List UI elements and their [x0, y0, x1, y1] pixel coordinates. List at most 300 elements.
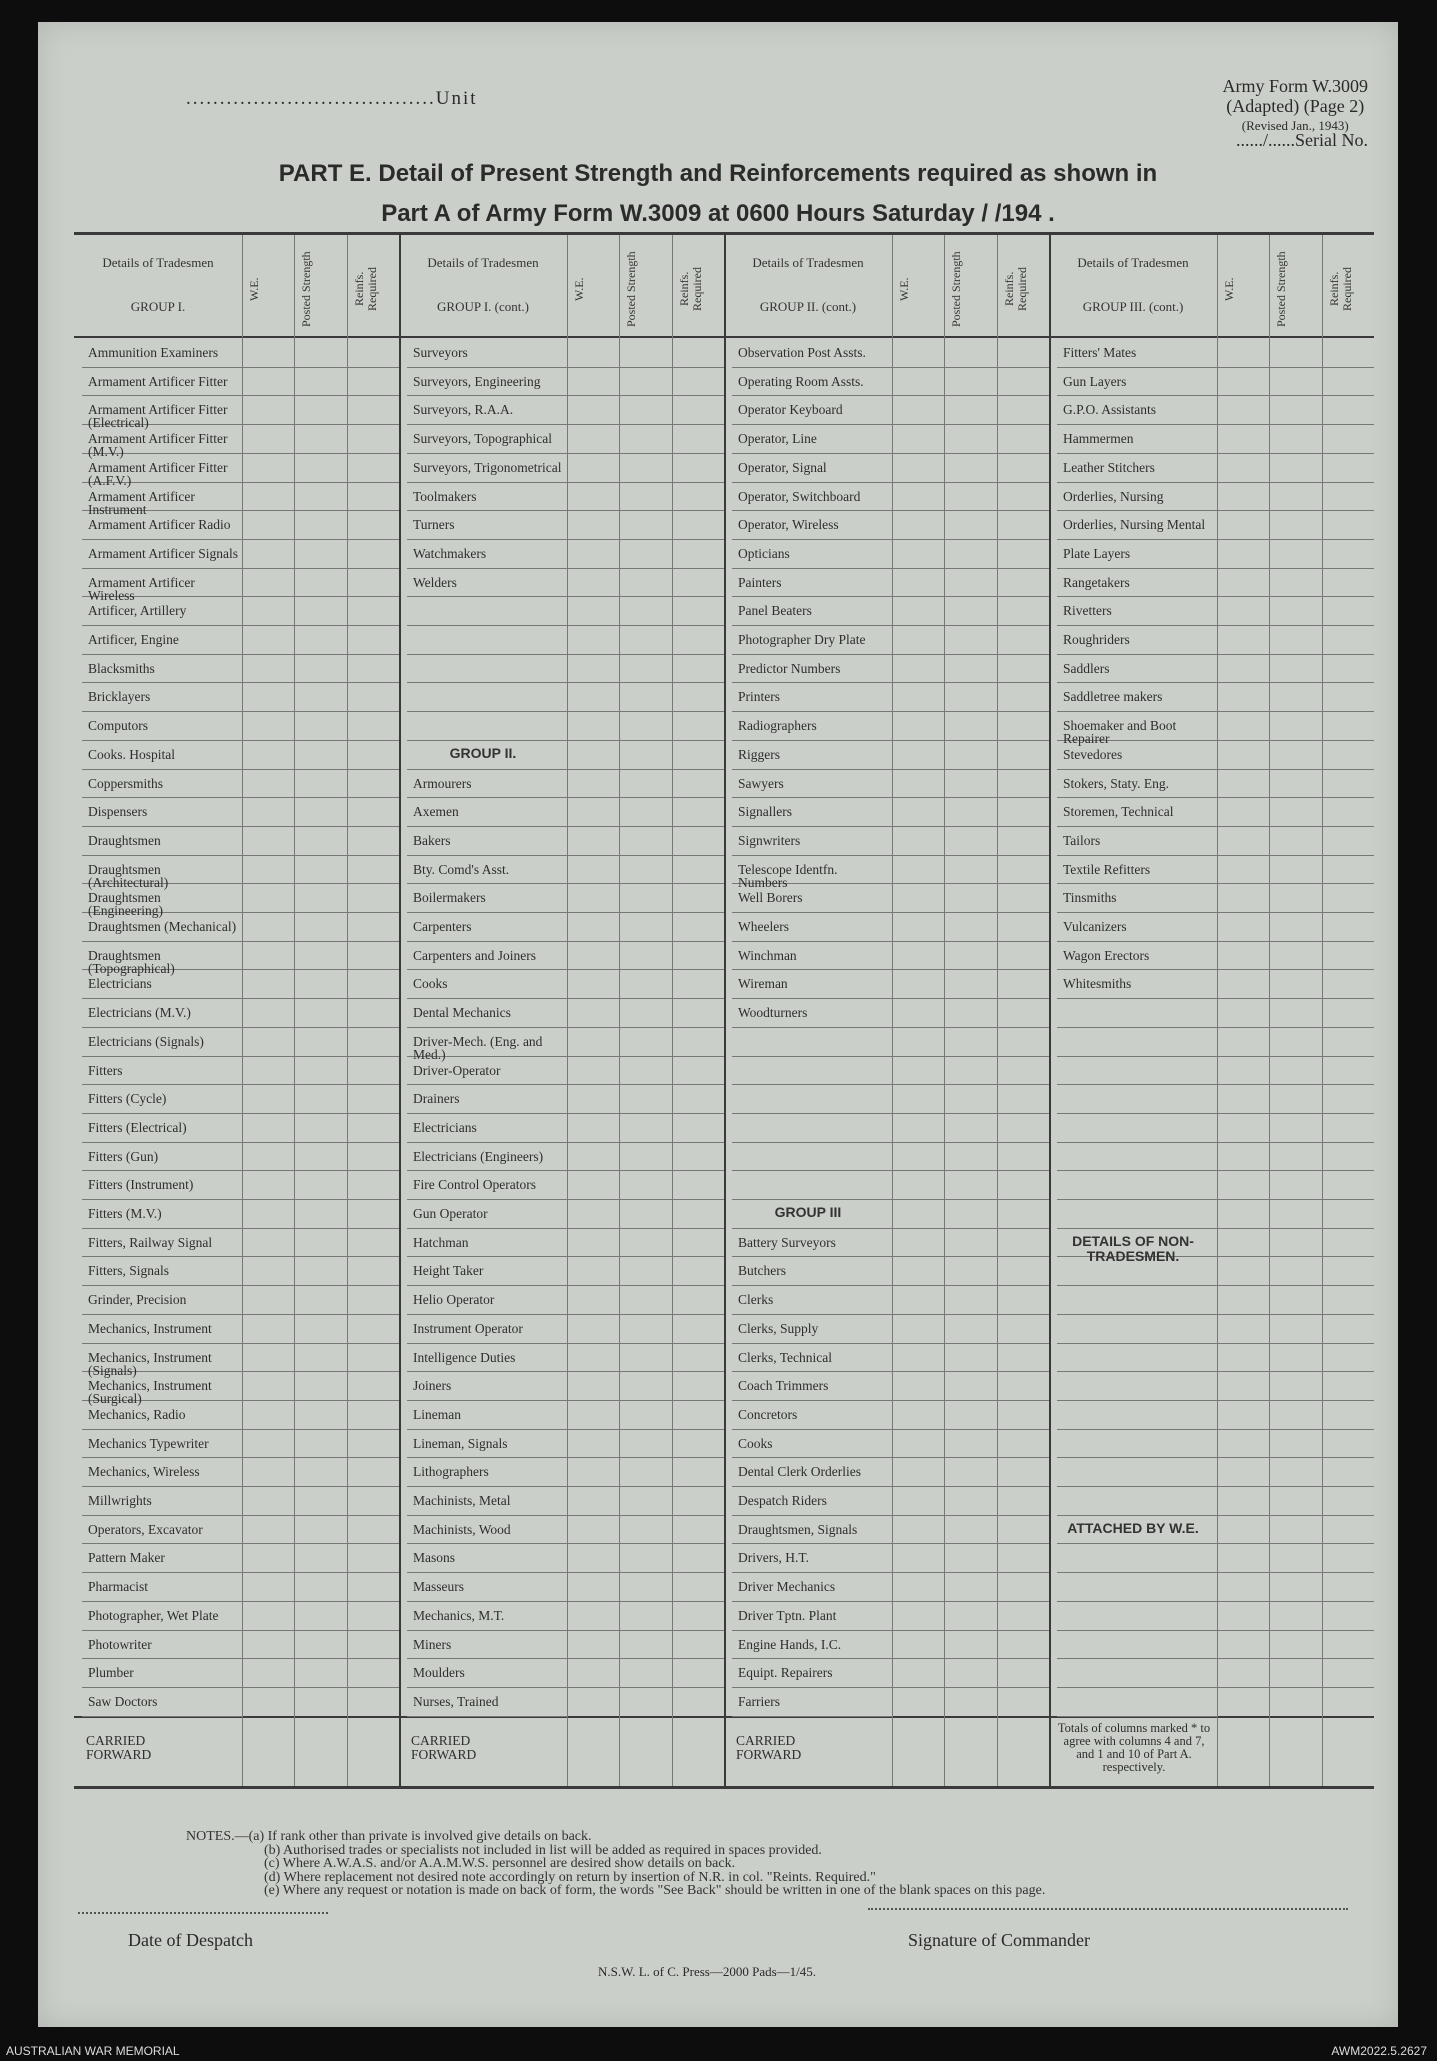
count-cell[interactable]: [1270, 970, 1320, 997]
count-cell[interactable]: [998, 1286, 1048, 1313]
count-cell[interactable]: [893, 1344, 943, 1371]
count-cell[interactable]: [295, 655, 345, 682]
count-cell[interactable]: [295, 913, 345, 940]
count-cell[interactable]: [1270, 712, 1320, 739]
count-cell[interactable]: [945, 798, 995, 825]
count-cell[interactable]: [945, 1372, 995, 1399]
count-cell[interactable]: [568, 511, 618, 538]
count-cell[interactable]: [1323, 683, 1373, 710]
count-cell[interactable]: [243, 1143, 293, 1170]
count-cell[interactable]: [1323, 368, 1373, 395]
count-cell[interactable]: [673, 540, 723, 567]
count-cell[interactable]: [243, 1344, 293, 1371]
count-cell[interactable]: [243, 425, 293, 452]
count-cell[interactable]: [243, 999, 293, 1026]
count-cell[interactable]: [348, 884, 398, 911]
count-cell[interactable]: [945, 1257, 995, 1284]
count-cell[interactable]: [620, 999, 670, 1026]
count-cell[interactable]: [1218, 1458, 1268, 1485]
count-cell[interactable]: [243, 1430, 293, 1457]
count-cell[interactable]: [893, 1631, 943, 1658]
count-cell[interactable]: [295, 1085, 345, 1112]
count-cell[interactable]: [568, 1315, 618, 1342]
count-cell[interactable]: [295, 1200, 345, 1227]
count-cell[interactable]: [1323, 942, 1373, 969]
count-cell[interactable]: [673, 1344, 723, 1371]
count-cell[interactable]: [1270, 1085, 1320, 1112]
count-cell[interactable]: [945, 396, 995, 423]
count-cell[interactable]: [243, 770, 293, 797]
count-cell[interactable]: [620, 483, 670, 510]
count-cell[interactable]: [348, 1315, 398, 1342]
count-cell[interactable]: [893, 1487, 943, 1514]
count-cell[interactable]: [243, 1171, 293, 1198]
count-cell[interactable]: [1218, 827, 1268, 854]
count-cell[interactable]: [893, 1143, 943, 1170]
count-cell[interactable]: [243, 1401, 293, 1428]
count-cell[interactable]: [243, 1085, 293, 1112]
count-cell[interactable]: [568, 1573, 618, 1600]
count-cell[interactable]: [1218, 1114, 1268, 1141]
count-cell[interactable]: [998, 856, 1048, 883]
count-cell[interactable]: [620, 1286, 670, 1313]
count-cell[interactable]: [568, 999, 618, 1026]
count-cell[interactable]: [1323, 1401, 1373, 1428]
count-cell[interactable]: [348, 1544, 398, 1571]
count-cell[interactable]: [243, 1057, 293, 1084]
count-cell[interactable]: [1323, 1458, 1373, 1485]
count-cell[interactable]: [1323, 1544, 1373, 1571]
count-cell[interactable]: [348, 1458, 398, 1485]
count-cell[interactable]: [1218, 1028, 1268, 1055]
count-cell[interactable]: [673, 1544, 723, 1571]
count-cell[interactable]: [1323, 1688, 1373, 1715]
count-cell[interactable]: [295, 597, 345, 624]
count-cell[interactable]: [945, 1487, 995, 1514]
count-cell[interactable]: [1270, 1573, 1320, 1600]
count-cell[interactable]: [295, 511, 345, 538]
count-cell[interactable]: [620, 798, 670, 825]
count-cell[interactable]: [1270, 1631, 1320, 1658]
count-cell[interactable]: [945, 1200, 995, 1227]
count-cell[interactable]: [998, 1430, 1048, 1457]
count-cell[interactable]: [673, 1401, 723, 1428]
count-cell[interactable]: [945, 626, 995, 653]
count-cell[interactable]: [295, 1516, 345, 1543]
count-cell[interactable]: [673, 1430, 723, 1457]
count-cell[interactable]: [998, 1171, 1048, 1198]
count-cell[interactable]: [945, 540, 995, 567]
count-cell[interactable]: [893, 1229, 943, 1256]
count-cell[interactable]: [295, 1430, 345, 1457]
count-cell[interactable]: [945, 856, 995, 883]
count-cell[interactable]: [348, 1286, 398, 1313]
count-cell[interactable]: [348, 1401, 398, 1428]
count-cell[interactable]: [348, 856, 398, 883]
count-cell[interactable]: [295, 1544, 345, 1571]
count-cell[interactable]: [568, 827, 618, 854]
count-cell[interactable]: [295, 683, 345, 710]
count-cell[interactable]: [568, 1344, 618, 1371]
count-cell[interactable]: [673, 1602, 723, 1629]
count-cell[interactable]: [243, 339, 293, 366]
count-cell[interactable]: [1323, 798, 1373, 825]
count-cell[interactable]: [673, 1372, 723, 1399]
count-cell[interactable]: [568, 741, 618, 768]
count-cell[interactable]: [1323, 1028, 1373, 1055]
count-cell[interactable]: [1270, 1057, 1320, 1084]
count-cell[interactable]: [1218, 569, 1268, 596]
count-cell[interactable]: [998, 1602, 1048, 1629]
count-cell[interactable]: [1270, 942, 1320, 969]
count-cell[interactable]: [1270, 913, 1320, 940]
count-cell[interactable]: [945, 1544, 995, 1571]
count-cell[interactable]: [295, 1344, 345, 1371]
count-cell[interactable]: [945, 454, 995, 481]
count-cell[interactable]: [243, 1257, 293, 1284]
count-cell[interactable]: [1218, 540, 1268, 567]
count-cell[interactable]: [1270, 569, 1320, 596]
count-cell[interactable]: [893, 396, 943, 423]
count-cell[interactable]: [568, 1257, 618, 1284]
count-cell[interactable]: [243, 396, 293, 423]
count-cell[interactable]: [673, 454, 723, 481]
count-cell[interactable]: [998, 1257, 1048, 1284]
count-cell[interactable]: [1218, 655, 1268, 682]
count-cell[interactable]: [673, 339, 723, 366]
count-cell[interactable]: [568, 483, 618, 510]
count-cell[interactable]: [568, 1171, 618, 1198]
count-cell[interactable]: [295, 1659, 345, 1686]
count-cell[interactable]: [295, 1229, 345, 1256]
count-cell[interactable]: [945, 1028, 995, 1055]
count-cell[interactable]: [295, 884, 345, 911]
count-cell[interactable]: [295, 712, 345, 739]
count-cell[interactable]: [1323, 483, 1373, 510]
count-cell[interactable]: [1270, 626, 1320, 653]
count-cell[interactable]: [568, 1631, 618, 1658]
count-cell[interactable]: [243, 483, 293, 510]
count-cell[interactable]: [998, 798, 1048, 825]
count-cell[interactable]: [673, 913, 723, 940]
count-cell[interactable]: [348, 942, 398, 969]
count-cell[interactable]: [243, 970, 293, 997]
count-cell[interactable]: [1323, 569, 1373, 596]
count-cell[interactable]: [998, 1401, 1048, 1428]
count-cell[interactable]: [1270, 856, 1320, 883]
count-cell[interactable]: [243, 1688, 293, 1715]
count-cell[interactable]: [945, 1229, 995, 1256]
count-cell[interactable]: [620, 970, 670, 997]
count-cell[interactable]: [243, 942, 293, 969]
count-cell[interactable]: [620, 1114, 670, 1141]
count-cell[interactable]: [295, 1143, 345, 1170]
count-cell[interactable]: [1218, 425, 1268, 452]
count-cell[interactable]: [893, 540, 943, 567]
count-cell[interactable]: [893, 1028, 943, 1055]
count-cell[interactable]: [673, 1085, 723, 1112]
count-cell[interactable]: [893, 1544, 943, 1571]
count-cell[interactable]: [673, 798, 723, 825]
count-cell[interactable]: [998, 913, 1048, 940]
count-cell[interactable]: [673, 712, 723, 739]
count-cell[interactable]: [348, 1143, 398, 1170]
count-cell[interactable]: [1218, 1430, 1268, 1457]
count-cell[interactable]: [295, 483, 345, 510]
count-cell[interactable]: [620, 1085, 670, 1112]
count-cell[interactable]: [295, 1315, 345, 1342]
count-cell[interactable]: [568, 454, 618, 481]
count-cell[interactable]: [893, 970, 943, 997]
count-cell[interactable]: [998, 454, 1048, 481]
count-cell[interactable]: [673, 1200, 723, 1227]
count-cell[interactable]: [1218, 597, 1268, 624]
count-cell[interactable]: [348, 540, 398, 567]
count-cell[interactable]: [673, 1171, 723, 1198]
count-cell[interactable]: [893, 1057, 943, 1084]
count-cell[interactable]: [1218, 712, 1268, 739]
count-cell[interactable]: [243, 1659, 293, 1686]
count-cell[interactable]: [1270, 1200, 1320, 1227]
count-cell[interactable]: [673, 569, 723, 596]
count-cell[interactable]: [1218, 1257, 1268, 1284]
count-cell[interactable]: [620, 1028, 670, 1055]
count-cell[interactable]: [673, 1458, 723, 1485]
count-cell[interactable]: [945, 1688, 995, 1715]
count-cell[interactable]: [1218, 511, 1268, 538]
count-cell[interactable]: [348, 1372, 398, 1399]
count-cell[interactable]: [998, 683, 1048, 710]
count-cell[interactable]: [243, 1028, 293, 1055]
count-cell[interactable]: [893, 511, 943, 538]
count-cell[interactable]: [620, 597, 670, 624]
count-cell[interactable]: [568, 1659, 618, 1686]
count-cell[interactable]: [1218, 1286, 1268, 1313]
count-cell[interactable]: [620, 1229, 670, 1256]
count-cell[interactable]: [673, 856, 723, 883]
count-cell[interactable]: [893, 999, 943, 1026]
count-cell[interactable]: [295, 1257, 345, 1284]
count-cell[interactable]: [945, 1659, 995, 1686]
count-cell[interactable]: [998, 884, 1048, 911]
count-cell[interactable]: [1323, 1057, 1373, 1084]
count-cell[interactable]: [1270, 1286, 1320, 1313]
count-cell[interactable]: [1218, 1602, 1268, 1629]
count-cell[interactable]: [243, 884, 293, 911]
count-cell[interactable]: [348, 1430, 398, 1457]
count-cell[interactable]: [945, 827, 995, 854]
count-cell[interactable]: [893, 368, 943, 395]
count-cell[interactable]: [1270, 1602, 1320, 1629]
count-cell[interactable]: [1218, 339, 1268, 366]
count-cell[interactable]: [568, 626, 618, 653]
count-cell[interactable]: [945, 597, 995, 624]
count-cell[interactable]: [1270, 1028, 1320, 1055]
count-cell[interactable]: [568, 569, 618, 596]
count-cell[interactable]: [348, 597, 398, 624]
count-cell[interactable]: [1323, 1257, 1373, 1284]
count-cell[interactable]: [568, 396, 618, 423]
count-cell[interactable]: [243, 368, 293, 395]
count-cell[interactable]: [348, 1659, 398, 1686]
count-cell[interactable]: [620, 1544, 670, 1571]
count-cell[interactable]: [893, 1458, 943, 1485]
count-cell[interactable]: [673, 827, 723, 854]
count-cell[interactable]: [295, 425, 345, 452]
count-cell[interactable]: [893, 454, 943, 481]
count-cell[interactable]: [243, 683, 293, 710]
count-cell[interactable]: [1218, 483, 1268, 510]
count-cell[interactable]: [1323, 1487, 1373, 1514]
count-cell[interactable]: [893, 655, 943, 682]
count-cell[interactable]: [893, 1602, 943, 1629]
count-cell[interactable]: [1218, 454, 1268, 481]
count-cell[interactable]: [348, 827, 398, 854]
count-cell[interactable]: [1270, 770, 1320, 797]
count-cell[interactable]: [1218, 1631, 1268, 1658]
count-cell[interactable]: [295, 1688, 345, 1715]
count-cell[interactable]: [673, 770, 723, 797]
count-cell[interactable]: [348, 1573, 398, 1600]
count-cell[interactable]: [1323, 1229, 1373, 1256]
count-cell[interactable]: [348, 683, 398, 710]
count-cell[interactable]: [620, 1602, 670, 1629]
count-cell[interactable]: [243, 1487, 293, 1514]
count-cell[interactable]: [1218, 770, 1268, 797]
count-cell[interactable]: [243, 1315, 293, 1342]
count-cell[interactable]: [348, 1688, 398, 1715]
count-cell[interactable]: [295, 999, 345, 1026]
count-cell[interactable]: [1323, 1573, 1373, 1600]
count-cell[interactable]: [568, 368, 618, 395]
count-cell[interactable]: [1323, 1114, 1373, 1141]
count-cell[interactable]: [620, 1430, 670, 1457]
count-cell[interactable]: [243, 454, 293, 481]
count-cell[interactable]: [348, 1516, 398, 1543]
count-cell[interactable]: [673, 741, 723, 768]
count-cell[interactable]: [893, 798, 943, 825]
count-cell[interactable]: [1218, 1372, 1268, 1399]
count-cell[interactable]: [945, 655, 995, 682]
count-cell[interactable]: [998, 1631, 1048, 1658]
count-cell[interactable]: [945, 1458, 995, 1485]
count-cell[interactable]: [998, 569, 1048, 596]
count-cell[interactable]: [998, 999, 1048, 1026]
count-cell[interactable]: [998, 483, 1048, 510]
count-cell[interactable]: [1218, 1544, 1268, 1571]
count-cell[interactable]: [348, 368, 398, 395]
count-cell[interactable]: [620, 540, 670, 567]
count-cell[interactable]: [1323, 712, 1373, 739]
count-cell[interactable]: [1270, 1458, 1320, 1485]
count-cell[interactable]: [568, 597, 618, 624]
count-cell[interactable]: [295, 339, 345, 366]
count-cell[interactable]: [945, 970, 995, 997]
count-cell[interactable]: [348, 1114, 398, 1141]
count-cell[interactable]: [295, 942, 345, 969]
count-cell[interactable]: [945, 368, 995, 395]
count-cell[interactable]: [945, 683, 995, 710]
count-cell[interactable]: [348, 970, 398, 997]
count-cell[interactable]: [1218, 1143, 1268, 1170]
count-cell[interactable]: [945, 1602, 995, 1629]
count-cell[interactable]: [893, 1573, 943, 1600]
count-cell[interactable]: [568, 1200, 618, 1227]
count-cell[interactable]: [295, 1401, 345, 1428]
count-cell[interactable]: [673, 1487, 723, 1514]
count-cell[interactable]: [673, 683, 723, 710]
count-cell[interactable]: [893, 1200, 943, 1227]
count-cell[interactable]: [243, 597, 293, 624]
count-cell[interactable]: [893, 712, 943, 739]
count-cell[interactable]: [945, 1114, 995, 1141]
count-cell[interactable]: [295, 1171, 345, 1198]
count-cell[interactable]: [620, 1057, 670, 1084]
count-cell[interactable]: [243, 1631, 293, 1658]
count-cell[interactable]: [295, 1372, 345, 1399]
count-cell[interactable]: [1270, 597, 1320, 624]
count-cell[interactable]: [1270, 511, 1320, 538]
count-cell[interactable]: [1270, 368, 1320, 395]
count-cell[interactable]: [620, 1257, 670, 1284]
count-cell[interactable]: [673, 1057, 723, 1084]
count-cell[interactable]: [945, 770, 995, 797]
count-cell[interactable]: [568, 1688, 618, 1715]
count-cell[interactable]: [1323, 511, 1373, 538]
count-cell[interactable]: [295, 540, 345, 567]
count-cell[interactable]: [1323, 425, 1373, 452]
count-cell[interactable]: [998, 1200, 1048, 1227]
count-cell[interactable]: [243, 1200, 293, 1227]
count-cell[interactable]: [295, 454, 345, 481]
count-cell[interactable]: [1270, 339, 1320, 366]
count-cell[interactable]: [568, 1487, 618, 1514]
count-cell[interactable]: [295, 1573, 345, 1600]
count-cell[interactable]: [620, 626, 670, 653]
count-cell[interactable]: [243, 856, 293, 883]
count-cell[interactable]: [893, 569, 943, 596]
count-cell[interactable]: [568, 884, 618, 911]
count-cell[interactable]: [1323, 856, 1373, 883]
count-cell[interactable]: [1218, 1573, 1268, 1600]
count-cell[interactable]: [295, 827, 345, 854]
count-cell[interactable]: [620, 454, 670, 481]
count-cell[interactable]: [1218, 1085, 1268, 1112]
count-cell[interactable]: [568, 798, 618, 825]
count-cell[interactable]: [673, 999, 723, 1026]
count-cell[interactable]: [673, 597, 723, 624]
count-cell[interactable]: [568, 970, 618, 997]
count-cell[interactable]: [620, 1315, 670, 1342]
count-cell[interactable]: [893, 827, 943, 854]
count-cell[interactable]: [243, 1544, 293, 1571]
count-cell[interactable]: [998, 540, 1048, 567]
count-cell[interactable]: [348, 1085, 398, 1112]
count-cell[interactable]: [893, 942, 943, 969]
count-cell[interactable]: [1218, 942, 1268, 969]
count-cell[interactable]: [1218, 1401, 1268, 1428]
count-cell[interactable]: [673, 1516, 723, 1543]
count-cell[interactable]: [620, 913, 670, 940]
count-cell[interactable]: [673, 970, 723, 997]
count-cell[interactable]: [673, 1257, 723, 1284]
count-cell[interactable]: [1218, 741, 1268, 768]
count-cell[interactable]: [945, 1631, 995, 1658]
count-cell[interactable]: [893, 483, 943, 510]
count-cell[interactable]: [620, 1200, 670, 1227]
count-cell[interactable]: [673, 1143, 723, 1170]
count-cell[interactable]: [568, 1516, 618, 1543]
